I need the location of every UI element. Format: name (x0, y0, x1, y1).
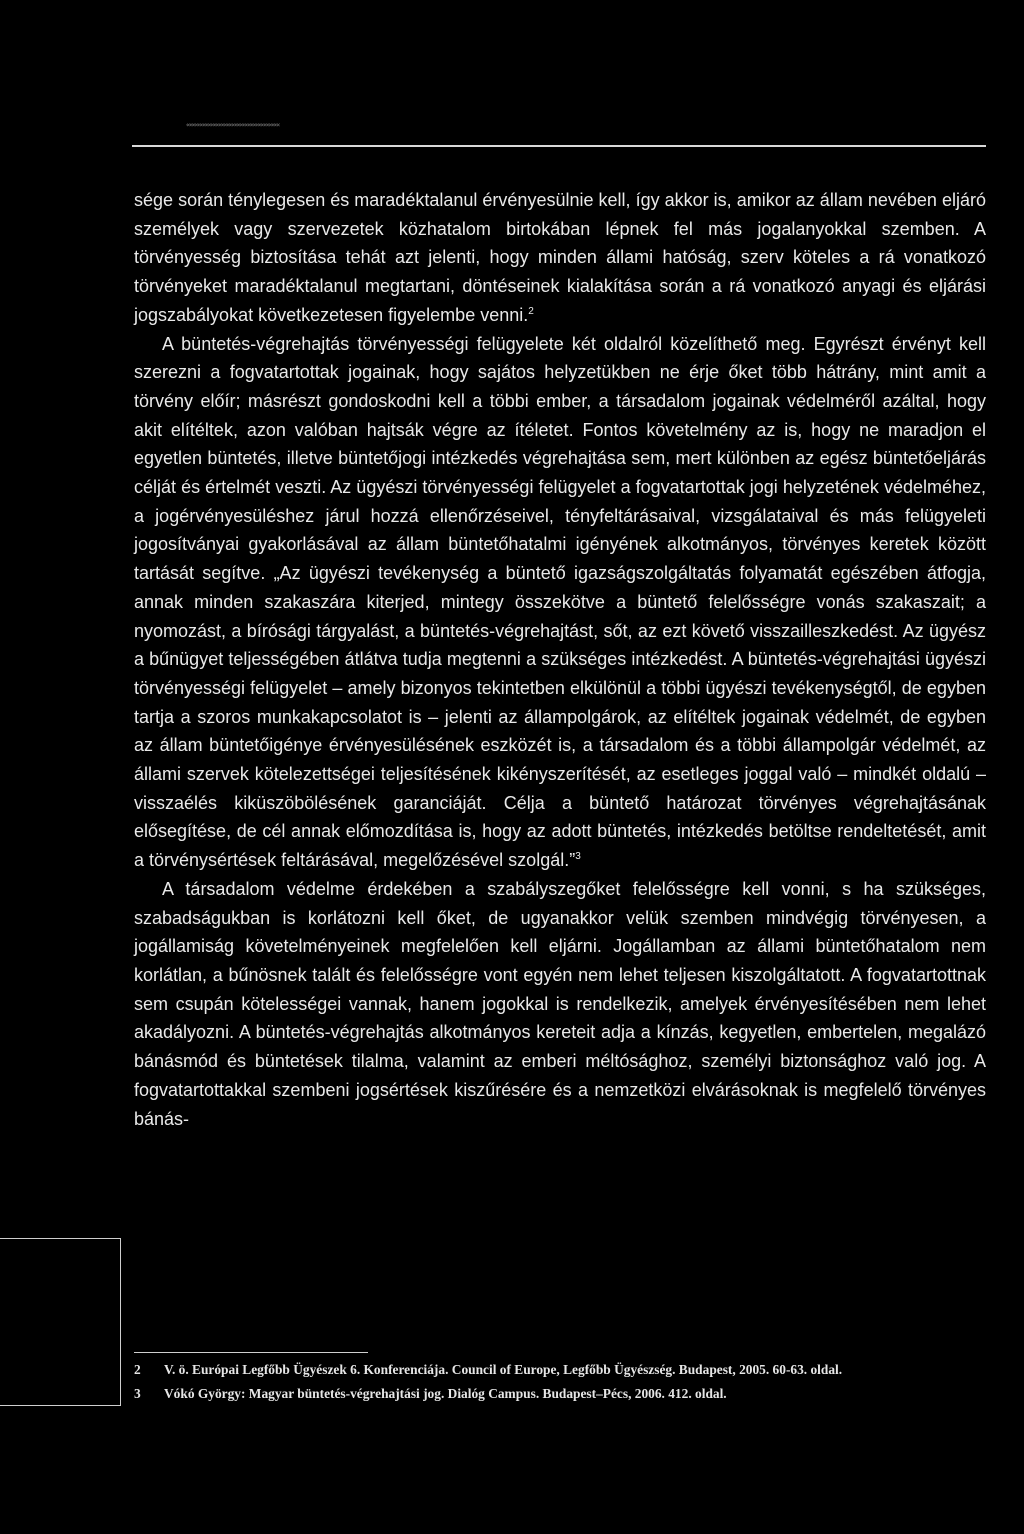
footnote-3 (134, 1384, 986, 1404)
paragraph-3 (134, 875, 986, 1133)
footnote-text: Vókó György: Magyar büntetés-végrehajtási jog. Dialóg Campus. Budapest–Pécs, 2006. 412. oldal. (164, 1385, 727, 1401)
paragraph-3-text: A társadalom védelme érdekében a szabályszegőket felelősségre kell vonni, s ha szükséges, szabadságukban is korlátozni kell őket, de ugyanakkor velük szemben mindvégig törvényesen, a jogállamiság követelményeinek megfelelően kell eljárni. Jogállamban az állami büntetőhatalom nem korlátlan, a bűnösnek talált és felelősségre vont egyén nem lehet teljesen kiszolgáltatott. A fogvatartottnak sem csupán kötelességei vannak, hanem jogokkal is rendelkezik, amelyek érvényesítésében nem lehet akadályozni. A büntetés-végrehajtás alkotmányos kereteit adja a kínzás, kegyetlen, embertelen, megalázó bánásmód és büntetések tilalma, valamint az emberi méltósághoz, személyi biztonsághoz való jog. A fogvatartottakkal szembeni jogsértések kiszűrésére és a nemzetközi elvárásoknak is megfelelő törvényes bánás- (134, 878, 986, 1129)
footnotes (134, 1360, 986, 1407)
paragraph-1 (134, 186, 986, 330)
footnote-text: V. ö. Európai Legfőbb Ügyészek 6. Konferenciája. Council of Europe, Legfőbb Ügyészség. Budapest, 2005. 60-63. oldal. (164, 1362, 843, 1377)
body-text (134, 186, 986, 1133)
margin-box (0, 1238, 121, 1406)
footnote-ref-2: 2 (528, 305, 534, 317)
footnote-ref-3: 3 (575, 851, 581, 863)
header-rule (132, 145, 986, 147)
footnote-number: 2 (134, 1362, 141, 1377)
paragraph-2 (134, 330, 986, 875)
running-head: ««««««««««««««««««««««««««««« (186, 121, 280, 129)
paragraph-1-text: sége során ténylegesen és maradéktalanul érvényesülnie kell, így akkor is, amikor az állam nevében eljáró személyek vagy szervezetek közhatalom birtokában lépnek fel más jogalanyokkal szemben. A törvényesség biztosítása tehát azt jelenti, hogy minden állami hatóság, szerv köteles a rá vonatkozó törvényeket maradéktalanul megtartani, döntéseinek kialakítása során a rá vonatkozó anyagi és eljárási jogszabályokat következetesen figyelembe venni. (134, 190, 986, 325)
footnote-rule (134, 1352, 368, 1353)
footnote-number: 3 (134, 1385, 141, 1401)
footnote-2 (134, 1360, 986, 1380)
paragraph-2-text: A büntetés-végrehajtás törvényességi felügyelete két oldalról közelíthető meg. Egyrészt érvényt kell szerezni a fogvatartottak jogainak, hogy sajátos helyzetükben ne érje őket több hátrány, mint amit a törvény előír; másrészt gondoskodni kell a többi ember, a társadalom jogainak védelméről azáltal, hogy akit elítéltek, azon valóban hajtsák végre az ítéletet. Fontos követelmény az is, hogy ne maradjon el egyetlen büntetés, illetve büntetőjogi intézkedés végrehajtása sem, mert különben az egész büntetőeljárás célját és értelmét veszti. Az ügyészi törvényességi felügyelet a fogvatartottak jogi helyzetének védelméhez, a jogérvényesüléshez járul hozzá ellenőrzéseivel, tényfeltárásaival, vizsgálataival és más felügyeleti jogosítványai gyakorlásával az állam büntetőhatalmi igényének alkotmányos, törvényes keretek között tartását segítve. „Az ügyészi tevékenység a büntető igazságszolgáltatás folyamatát egészében átfogja, annak minden szakaszára kiterjed, mintegy összekötve a büntető felelősségre vonás szakaszait; a nyomozást, a bírósági tárgyalást, a büntetés-végrehajtást, sőt, az ezt követő visszailleszkedést. Az ügyész a bűnügyet teljességében átlátva tudja megtenni a szükséges intézkedést. A büntetés-végrehajtási ügyészi törvényességi felügyelet – amely bizonyos tekintetben elkülönül a többi ügyészi tevékenységtől, de egyben tartja a szoros munkakapcsolatot is – jelenti az állampolgárok, az elítéltek jogainak védelmét, de egyben az állam büntetőigénye érvényesülésének eszközét is, a társadalom és a többi állampolgár védelmét, az állami szervek kötelezettségei teljesítésének kikényszerítését, az esetleges joggal való – mindkét oldalú – visszaélés kiküszöbölésének garanciáját. Célja a büntető határozat törvényes végrehajtásának elősegítése, de cél annak előmozdítása is, hogy az adott büntetés, intézkedés betöltse rendeltetését, amit a törvénysértések feltárásával, megelőzésével szolgál.” (134, 333, 986, 871)
